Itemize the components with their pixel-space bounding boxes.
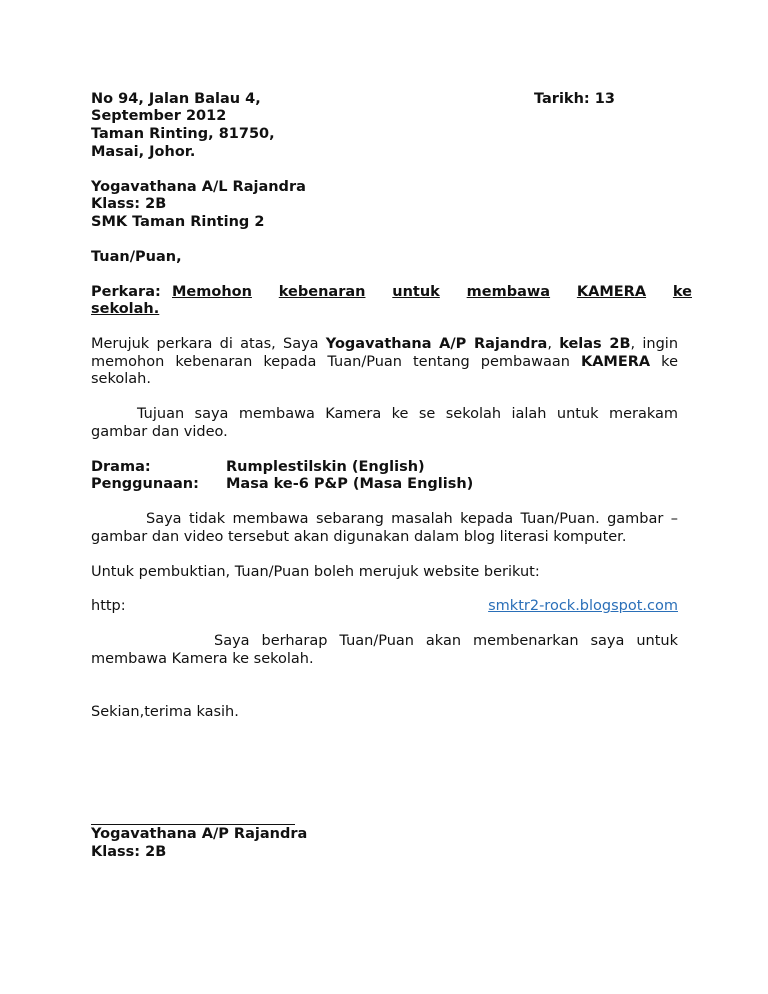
para1-student-name: Yogavathana A/P Rajandra	[325, 336, 548, 352]
para1-text: Merujuk perkara di atas, Saya	[91, 336, 326, 352]
salutation: Tuan/Puan,	[91, 249, 182, 265]
para1-text: ,	[547, 336, 560, 352]
signature-class: Klass: 2B	[91, 844, 167, 860]
subject-word: membawa	[466, 284, 551, 300]
student-name: Yogavathana A/L Rajandra	[91, 179, 306, 195]
para1-camera: KAMERA	[580, 353, 651, 370]
subject-continuation: sekolah.	[91, 301, 160, 317]
drama-label: Drama:	[91, 459, 151, 475]
student-class: Klass: 2B	[91, 196, 167, 212]
signature-line	[91, 824, 295, 825]
drama-value: Rumplestilskin (English)	[226, 459, 425, 475]
closing: Sekian,terima kasih.	[91, 704, 239, 720]
signature-name: Yogavathana A/P Rajandra	[91, 826, 308, 842]
para1-text: ke sekolah.	[91, 353, 678, 387]
usage-label: Penggunaan:	[91, 476, 199, 492]
address-line-1: No 94, Jalan Balau 4,	[91, 91, 261, 107]
subject-word: ke	[672, 284, 692, 300]
website-prefix: http:	[91, 598, 126, 614]
paragraph-hope: Saya berharap Tuan/Puan akan membenarkan saya untuk membawa Kamera ke sekolah.	[91, 633, 678, 667]
paragraph-purpose: Tujuan saya membawa Kamera ke se sekolah ialah untuk merakam gambar dan video.	[91, 406, 678, 440]
date-label: Tarikh: 13	[534, 91, 615, 107]
paragraph-usage: Saya tidak membawa sebarang masalah kepada Tuan/Puan. gambar –gambar dan video tersebut akan digunakan dalam blog literasi komputer.	[91, 511, 678, 545]
subject-word: Memohon	[172, 284, 252, 300]
subject-word: KAMERA	[576, 284, 647, 300]
website-link[interactable]: smktr2-rock.blogspot.com	[488, 598, 678, 614]
subject-line	[172, 284, 692, 302]
student-school: SMK Taman Rinting 2	[91, 214, 265, 230]
subject-word: kebenaran	[278, 284, 366, 300]
paragraph-proof: Untuk pembuktian, Tuan/Puan boleh merujuk website berikut:	[91, 564, 540, 580]
subject-word: untuk	[392, 284, 440, 300]
date-continuation: September 2012	[91, 108, 227, 124]
subject-label: Perkara:	[91, 284, 161, 300]
usage-value: Masa ke-6 P&P (Masa English)	[226, 476, 474, 492]
paragraph-request	[91, 336, 678, 389]
address-line-3: Masai, Johor.	[91, 144, 196, 160]
address-line-2: Taman Rinting, 81750,	[91, 126, 275, 142]
para1-text: , ingin memohon kebenaran kepada Tuan/Puan tentang pembawaan	[91, 336, 679, 370]
para1-class: kelas 2B	[559, 336, 631, 352]
